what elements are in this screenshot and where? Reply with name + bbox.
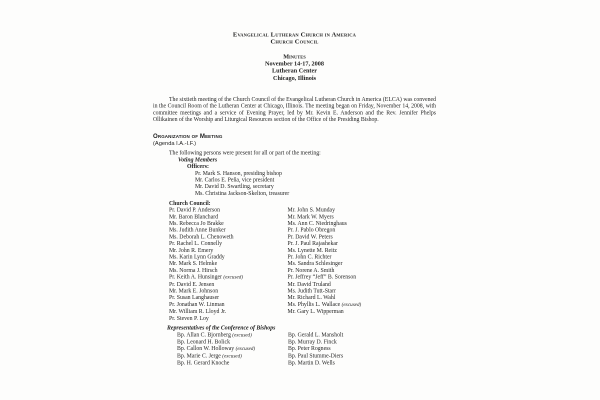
attendee-name: Pr. David P. Anderson <box>169 206 221 214</box>
bishops-reps-label: Representatives of the Conference of Bishops <box>167 324 276 332</box>
attendee-row <box>169 207 436 214</box>
officer-item: Mr. Carlos E. Peña, vice president <box>195 176 275 184</box>
attendee-row <box>177 352 436 359</box>
attendee-row <box>169 288 436 295</box>
attendee-row <box>169 308 436 315</box>
attendee-row <box>169 274 436 281</box>
attendee-name: Bp. Allan C. Bjornberg (excused) <box>177 331 252 338</box>
voting-members-label: Voting Members <box>178 156 218 163</box>
attendee-row <box>169 240 436 247</box>
attendee-name: Bp. Gerald L. Mansholt <box>288 331 344 338</box>
attendee-name: Bp. Callon W. Holloway (excused) <box>177 345 256 352</box>
attendee-name: Ms. Sandra Schlesinger <box>287 260 343 267</box>
attendee-row <box>169 301 436 308</box>
attendee-name: Bp. Peter Rogness <box>288 345 331 352</box>
attendee-name: Ms. Ann C. Niedringhaus <box>287 220 347 227</box>
attendee-name: Pr. J. Paul Rajashekar <box>287 240 338 247</box>
intro-paragraph: The sixtieth meeting of the Church Council of the Evangelical Lutheran Church in America (ELCA) was convened in the Council Room of the Lutheran Center at Chicago, Illinois. The meeting began on Friday, November 14, 2008, with committee meetings and a service of Evening Prayer, led by Mr. Kevin E. Anderson and the Rev. Jennifer Phelps Ollikainen of the Worship and Liturgical Resources section of the Office of the Presiding Bishop. <box>153 95 436 123</box>
section-heading-organization: Organization of Meeting <box>153 132 223 140</box>
church-council-columns <box>153 207 436 322</box>
attendee-row <box>169 281 436 288</box>
minutes-header-block <box>153 53 436 81</box>
attendee-name: Pr. J. Pablo Obregon <box>287 226 336 234</box>
attendee-name: Pr. Susan Langhauser <box>169 294 220 301</box>
attendee-name: Bp. Murray D. Finck <box>288 338 337 345</box>
attendee-name: Pr. Keith A. Hunsinger (excused) <box>169 273 243 281</box>
attendee-name: Pr. David W. Peters <box>287 233 333 240</box>
attendee-name: Ms. Judith Anne Bunker <box>169 226 226 234</box>
attendee-name: Ms. Lynette M. Reitz <box>287 246 337 254</box>
attendee-row <box>169 213 436 220</box>
attendee-name: Pr. Jonathan W. Linman <box>169 300 225 308</box>
attendee-name: Bp. H. Gerard Knoche <box>177 359 230 367</box>
attendee-row <box>177 338 436 345</box>
attendee-name: Pr. Steven P. Loy <box>169 314 209 322</box>
officers-label: Officers: <box>187 163 209 170</box>
meeting-city: Chicago, Illinois <box>272 74 317 82</box>
attendee-row <box>169 254 436 261</box>
attendee-row <box>177 360 436 367</box>
attendee-name: Mr. Gary L. Wipperman <box>287 308 344 315</box>
attendee-row <box>169 294 436 301</box>
attendee-name: Bp. Paul Stumme-Diers <box>288 352 344 359</box>
attendee-name: Pr. John C. Richter <box>287 253 332 261</box>
attendee-row <box>169 247 436 254</box>
attendee-row <box>169 220 436 227</box>
attendee-name: Mr. John R. Emery <box>169 246 214 254</box>
attendee-name: Mr. William R. Lloyd Jr. <box>169 308 227 315</box>
attendee-name: Bp. Martin D. Wells <box>288 359 335 367</box>
officer-item: Mr. David D. Swartling, secretary <box>195 183 274 190</box>
attendee-row <box>169 260 436 267</box>
attendee-name: Mr. Baron Blanchard <box>169 213 219 220</box>
attendee-name: Mr. John S. Munday <box>287 206 336 214</box>
minutes-title: Minutes <box>283 53 306 60</box>
church-name: Evangelical Lutheran Church in America <box>232 30 357 38</box>
church-council-label: Church Council: <box>169 199 211 207</box>
meeting-venue: Lutheran Center <box>272 67 317 75</box>
attendee-name: Ms. Judith Tutt-Starr <box>287 287 336 295</box>
attendee-name: Mr. David Truland <box>287 280 331 288</box>
attendance-intro: The following persons were present for all or part of the meeting: <box>169 149 321 157</box>
officer-item: Ms. Christina Jackson-Skelton, treasurer <box>195 189 290 197</box>
attendee-name: Pr. David E. Jensen <box>169 280 215 288</box>
attendee-name: Mr. Mark S. Helmke <box>169 260 218 267</box>
attendee-name: Pr. Rachel L. Connelly <box>169 240 222 247</box>
attendee-name: Ms. Deborah L. Chenoweth <box>169 233 234 240</box>
attendee-name: Ms. Phyllis L. Wallace (excused) <box>287 300 362 308</box>
attendee-row <box>177 331 436 338</box>
agenda-reference: (Agenda I.A.-I.F.) <box>153 140 197 147</box>
attendee-name: Mr. Richard L. Wahl <box>287 294 336 301</box>
council-name: Church Council <box>270 37 319 45</box>
attendee-row <box>169 233 436 240</box>
attendee-name: Bp. Marie C. Jerge (excused) <box>177 352 242 359</box>
attendee-name: Ms. Rebecca Jo Brakke <box>169 220 224 227</box>
meeting-dates: November 14-17, 2008 <box>265 60 324 68</box>
attendee-name: Mr. Mark E. Johnson <box>169 287 219 295</box>
attendee-row <box>169 315 436 322</box>
attendee-row <box>169 227 436 234</box>
officer-item: Pr. Mark S. Hanson, presiding bishop <box>195 169 282 177</box>
attendee-row <box>177 345 436 352</box>
attendee-row <box>169 267 436 274</box>
attendee-name: Mr. Mark W. Myers <box>287 213 334 220</box>
attendee-name: Ms. Norma J. Hirsch <box>169 266 218 274</box>
attendee-name: Bp. Leonard H. Bolick <box>177 338 230 345</box>
attendee-name: Pr. Norene A. Smith <box>287 266 335 274</box>
bishops-columns <box>153 331 436 366</box>
attendee-name: Ms. Karin Lynn Graddy <box>169 253 225 261</box>
attendee-name: Pr. Jeffrey “Jeff” B. Sorenson <box>287 273 357 281</box>
officers-list <box>153 170 436 197</box>
page-content <box>153 0 436 366</box>
